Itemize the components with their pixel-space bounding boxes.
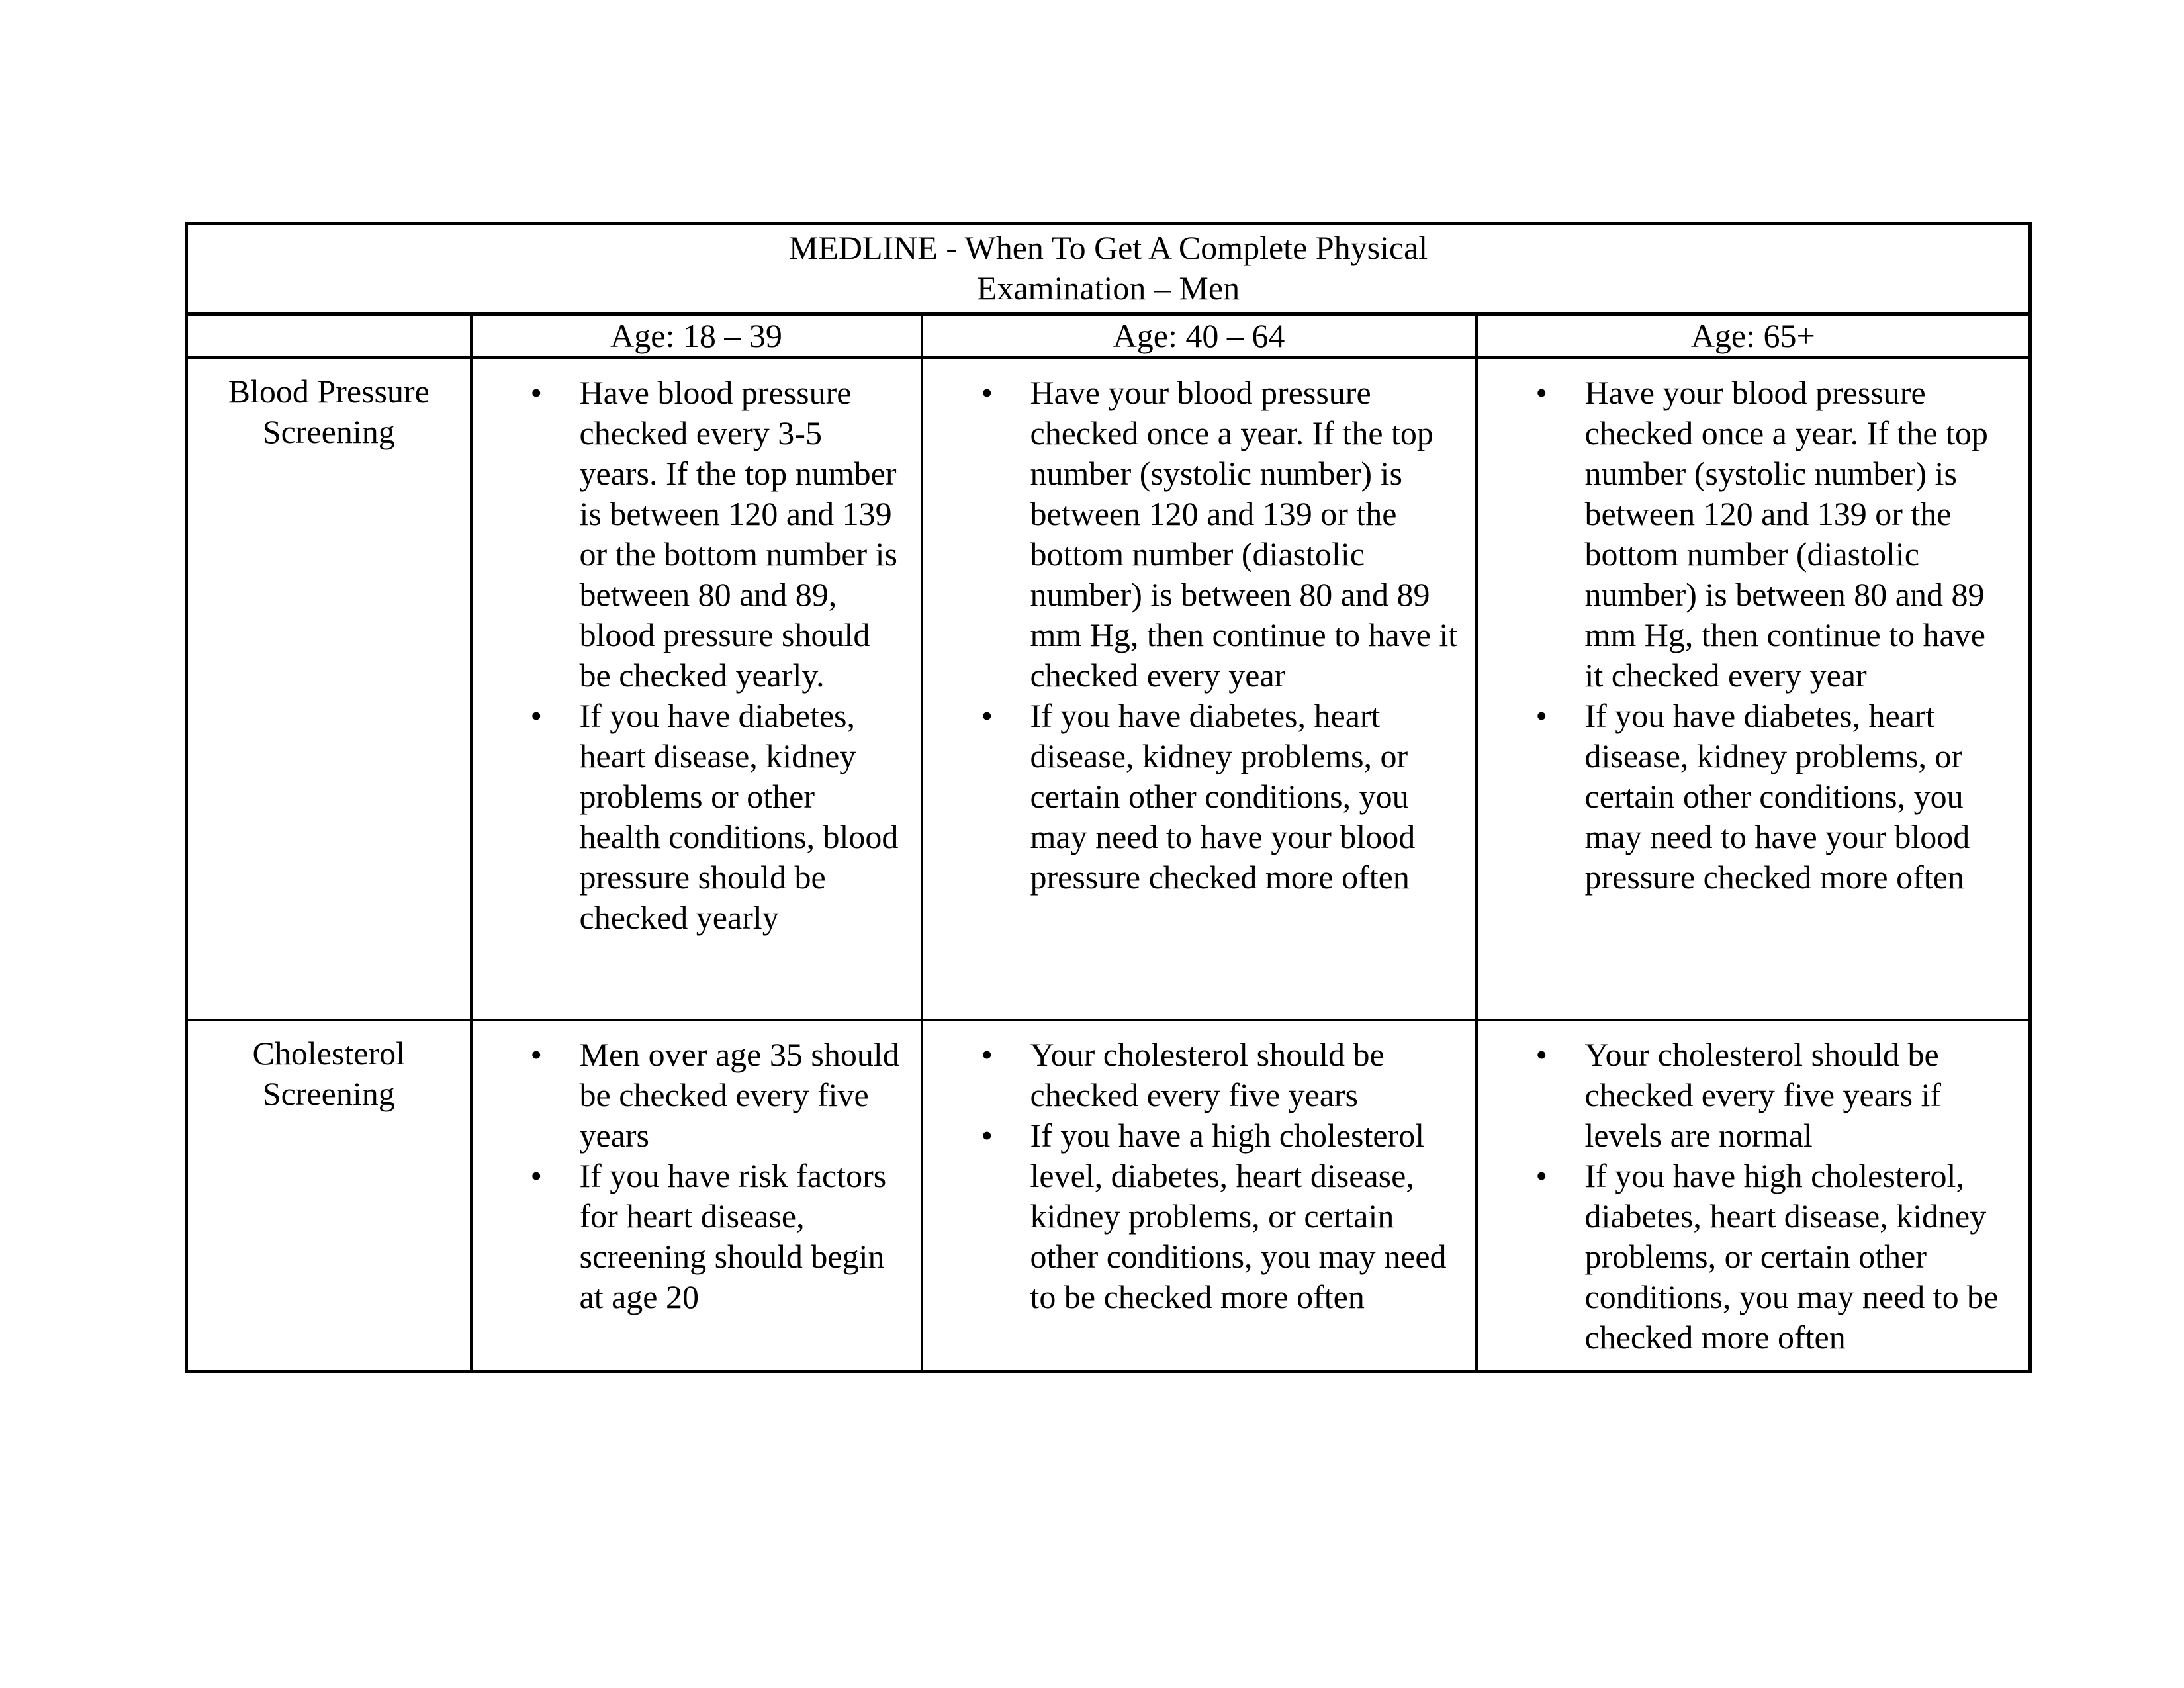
table-title-row — [187, 224, 2030, 314]
bullet-item: • Your cholesterol should be checked every five years if levels are normal — [1536, 1035, 2012, 1156]
row-label-cholesterol-screening: Cholesterol Screening — [187, 1020, 471, 1372]
bullet-list — [923, 373, 1458, 898]
bullet-item: • If you have high cholesterol, diabetes, heart disease, kidney problems, or certain other conditions, you may need to be checked more often — [1536, 1156, 2012, 1358]
bullet-list — [473, 1035, 903, 1317]
cell-cholesterol-age-18-39 — [471, 1020, 922, 1372]
bullet-item: • If you have diabetes, heart disease, kidney problems, or certain other conditions, you may need to have your blood pressure checked more often — [981, 696, 1458, 898]
table-title-line1: MEDLINE - When To Get A Complete Physical — [788, 229, 1428, 266]
table-title-cell — [187, 224, 2030, 314]
cell-blood-pressure-age-40-64 — [922, 358, 1477, 1021]
cell-cholesterol-age-40-64 — [922, 1020, 1477, 1372]
header-empty-cell — [187, 314, 471, 358]
header-age-40-64: Age: 40 – 64 — [922, 314, 1477, 358]
cell-cholesterol-age-65-plus — [1477, 1020, 2030, 1372]
bullet-item: • If you have diabetes, heart disease, kidney problems, or certain other conditions, you may need to have your blood pressure checked more often — [1536, 696, 2012, 898]
bullet-list — [1478, 373, 2012, 898]
table-header-row — [187, 314, 2030, 358]
table-row-cholesterol — [187, 1020, 2030, 1372]
bullet-item: • If you have a high cholesterol level, diabetes, heart disease, kidney problems, or certain other conditions, you may need to be checked more often — [981, 1115, 1458, 1317]
cell-blood-pressure-age-65-plus — [1477, 358, 2030, 1021]
table-title-line2: Examination – Men — [976, 269, 1240, 306]
bullet-item: • If you have diabetes, heart disease, kidney problems or other health conditions, blood pressure should be checked yearly — [531, 696, 903, 938]
bullet-item: • Have your blood pressure checked once a year. If the top number (systolic number) is between 120 and 139 or the bottom number (diastolic number) is between 80 and 89 mm Hg, then continue to have it checked every year — [1536, 373, 2012, 696]
cell-blood-pressure-age-18-39 — [471, 358, 922, 1021]
bullet-item: • Have blood pressure checked every 3-5 years. If the top number is between 120 and 139 or the bottom number is between 80 and 89, blood pressure should be checked yearly. — [531, 373, 903, 696]
bullet-item: • Men over age 35 should be checked every five years — [531, 1035, 903, 1156]
row-label-blood-pressure-screening: Blood Pressure Screening — [187, 358, 471, 1021]
header-age-18-39: Age: 18 – 39 — [471, 314, 922, 358]
bullet-list — [473, 373, 903, 938]
bullet-item: • Have your blood pressure checked once a year. If the top number (systolic number) is between 120 and 139 or the bottom number (diastolic number) is between 80 and 89 mm Hg, then continue to have it checked every year — [981, 373, 1458, 696]
header-age-65-plus: Age: 65+ — [1477, 314, 2030, 358]
bullet-list — [923, 1035, 1458, 1317]
bullet-item: • If you have risk factors for heart disease, screening should begin at age 20 — [531, 1156, 903, 1317]
bullet-item: • Your cholesterol should be checked every five years — [981, 1035, 1458, 1115]
bullet-list — [1478, 1035, 2012, 1358]
screening-table — [185, 222, 2032, 1373]
table-row-blood-pressure — [187, 358, 2030, 1021]
